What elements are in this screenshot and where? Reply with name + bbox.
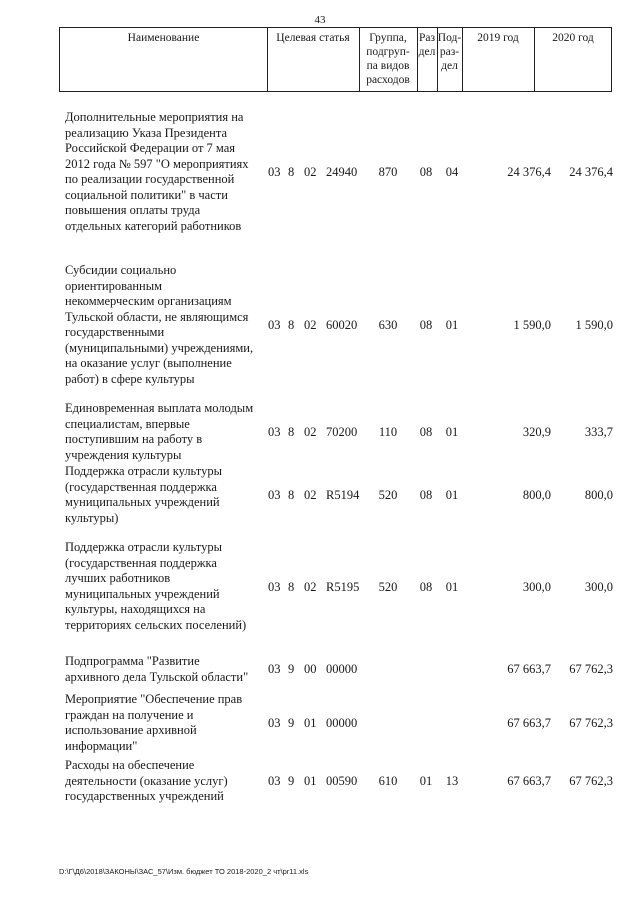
target-code-direction: 00000 <box>326 662 358 676</box>
row-name-line: культуры) <box>65 510 119 525</box>
amount-2019: 24 376,4 <box>507 165 551 179</box>
row-name-line: территориях сельских поселений) <box>65 617 247 632</box>
table-row <box>59 654 619 686</box>
row-name-line: Мероприятие "Обеспечение прав <box>65 692 243 706</box>
amount-2019: 67 663,7 <box>507 715 551 730</box>
target-code-direction: R5194 <box>326 487 360 502</box>
row-name-line: (муниципальными) учреждениями, <box>65 340 254 355</box>
razdel: 08 <box>419 487 433 502</box>
group: 630 <box>378 318 398 332</box>
row-name <box>65 110 265 234</box>
target-code-event: 02 <box>304 487 317 502</box>
row-name-line: государственными <box>65 325 165 339</box>
podrazdel: 13 <box>445 774 459 788</box>
row-name-line: поступившим на работу в <box>65 432 203 446</box>
row-name-line: некоммерческим организациям <box>65 294 232 308</box>
row-name-line: культуры, находящихся на <box>65 602 206 616</box>
podrazdel: 01 <box>445 579 459 594</box>
target-code-subprogram: 8 <box>288 165 295 179</box>
row-name <box>65 263 265 387</box>
row-name-line: повышения оплаты труда <box>65 203 201 217</box>
target-code-event: 02 <box>304 579 317 594</box>
row-name-line: Субсидии социально <box>65 263 177 277</box>
row-name-line: специалистам, впервые <box>65 416 190 431</box>
target-code-subprogram: 9 <box>288 715 295 730</box>
row-name-line: на оказание услуг (выполнение <box>65 356 232 370</box>
target-code-subprogram: 9 <box>288 662 295 676</box>
razdel: 08 <box>419 424 433 439</box>
table-row <box>59 401 619 464</box>
group: 870 <box>378 165 398 179</box>
row-name-line: Единовременная выплата молодым <box>65 401 254 415</box>
target-code-event: 02 <box>304 318 317 332</box>
row-name-line: Тульской области, не являющимся <box>65 309 249 324</box>
row-name <box>65 540 265 633</box>
row-name <box>65 654 265 685</box>
target-code-event: 01 <box>304 715 317 730</box>
row-name-line: учреждения культуры <box>65 447 182 462</box>
header-2019: 2019 год <box>477 32 519 44</box>
amount-2020: 333,7 <box>584 424 613 439</box>
row-name-line: работ) в сфере культуры <box>65 371 195 386</box>
row-name-line: лучших работников <box>65 571 171 585</box>
group: 110 <box>378 424 398 439</box>
row-name-line: 2012 года № 597 "О мероприятиях <box>65 156 249 171</box>
target-code-program: 03 <box>268 715 281 730</box>
target-code-direction: 70200 <box>326 424 358 439</box>
razdel: 08 <box>419 165 433 179</box>
table-header <box>59 27 612 92</box>
target-code-direction: 60020 <box>326 318 358 332</box>
target-code-event: 01 <box>304 774 317 788</box>
table-row <box>59 464 619 527</box>
row-name-line: отдельных категорий работников <box>65 218 242 233</box>
group: 520 <box>378 487 398 502</box>
amount-2020: 24 376,4 <box>569 165 613 179</box>
razdel: 08 <box>419 579 433 594</box>
target-code-program: 03 <box>268 774 281 788</box>
amount-2019: 800,0 <box>522 487 551 502</box>
row-name-line: Поддержка отрасли культуры <box>65 464 222 478</box>
table-row <box>59 540 619 635</box>
podrazdel: 04 <box>445 165 459 179</box>
row-name <box>65 692 265 754</box>
row-name-line: (государственная поддержка <box>65 479 217 494</box>
header-razdel: Раз дел <box>418 32 436 58</box>
row-name-line: граждан на получение и <box>65 707 194 722</box>
row-name-line: по реализации государственной <box>65 172 235 186</box>
row-name-line: архивного дела Тульской области" <box>65 669 249 684</box>
row-name-line: государственных учреждений <box>65 789 224 803</box>
target-code-direction: 00590 <box>326 774 358 788</box>
file-path-footer: D:\Г\Д6\2018\ЗАКОНЫ\ЗАС_57\Изм. бюджет ТО 2018-2020_2 чт\pr11.xls <box>59 867 309 876</box>
target-code-subprogram: 8 <box>288 487 295 502</box>
row-name-line: Подпрограмма "Развитие <box>65 654 200 668</box>
amount-2020: 1 590,0 <box>575 318 613 332</box>
amount-2020: 300,0 <box>584 579 613 594</box>
row-name-line: социальной политики" в части <box>65 187 228 202</box>
target-code-program: 03 <box>268 165 281 179</box>
target-code-direction: 00000 <box>326 715 358 730</box>
target-code-program: 03 <box>268 662 281 676</box>
target-code-program: 03 <box>268 424 281 439</box>
amount-2020: 67 762,3 <box>569 662 613 676</box>
target-code-subprogram: 8 <box>288 424 295 439</box>
table-row <box>59 263 619 389</box>
amount-2019: 300,0 <box>522 579 551 594</box>
target-code-program: 03 <box>268 487 281 502</box>
target-code-event: 02 <box>304 165 317 179</box>
row-name <box>65 758 265 805</box>
target-code-subprogram: 9 <box>288 774 295 788</box>
header-target: Целевая статья <box>276 32 350 44</box>
amount-2020: 67 762,3 <box>569 715 613 730</box>
row-name-line: Поддержка отрасли культуры <box>65 540 222 554</box>
amount-2019: 67 663,7 <box>507 774 551 788</box>
row-name <box>65 401 265 463</box>
group: 520 <box>378 579 398 594</box>
row-name-line: Российской Федерации от 7 мая <box>65 141 236 155</box>
amount-2019: 1 590,0 <box>513 318 551 332</box>
target-code-direction: 24940 <box>326 165 358 179</box>
row-name-line: муниципальных учреждений <box>65 495 220 509</box>
amount-2019: 320,9 <box>522 424 551 439</box>
target-code-event: 02 <box>304 424 317 439</box>
header-2020: 2020 год <box>552 32 594 44</box>
target-code-subprogram: 8 <box>288 318 295 332</box>
row-name <box>65 464 265 526</box>
target-code-program: 03 <box>268 579 281 594</box>
row-name-line: Расходы на обеспечение <box>65 758 195 772</box>
target-code-program: 03 <box>268 318 281 332</box>
row-name-line: ориентированным <box>65 278 163 293</box>
header-group: Группа, подгруп- па видов расходов <box>366 32 410 86</box>
table-row <box>59 692 619 755</box>
row-name-line: реализацию Указа Президента <box>65 125 228 140</box>
podrazdel: 01 <box>445 487 459 502</box>
row-name-line: муниципальных учреждений <box>65 586 220 601</box>
amount-2020: 67 762,3 <box>569 774 613 788</box>
target-code-subprogram: 8 <box>288 579 295 594</box>
table-row <box>59 758 619 806</box>
table-row <box>59 110 619 236</box>
row-name-line: информации" <box>65 738 138 753</box>
row-name-line: (государственная поддержка <box>65 555 217 570</box>
amount-2020: 800,0 <box>584 487 613 502</box>
row-name-line: использование архивной <box>65 723 197 737</box>
row-name-line: деятельности (оказание услуг) <box>65 773 228 788</box>
podrazdel: 01 <box>445 318 459 332</box>
header-name: Наименование <box>127 32 200 44</box>
row-name-line: Дополнительные мероприятия на <box>65 110 244 124</box>
page-number: 43 <box>314 14 326 26</box>
target-code-event: 00 <box>304 662 317 676</box>
group: 610 <box>378 774 398 788</box>
amount-2019: 67 663,7 <box>507 662 551 676</box>
target-code-direction: R5195 <box>326 579 360 594</box>
razdel: 08 <box>419 318 433 332</box>
header-podrazdel: Под- раз- дел <box>437 32 462 72</box>
podrazdel: 01 <box>445 424 459 439</box>
razdel: 01 <box>419 774 433 788</box>
